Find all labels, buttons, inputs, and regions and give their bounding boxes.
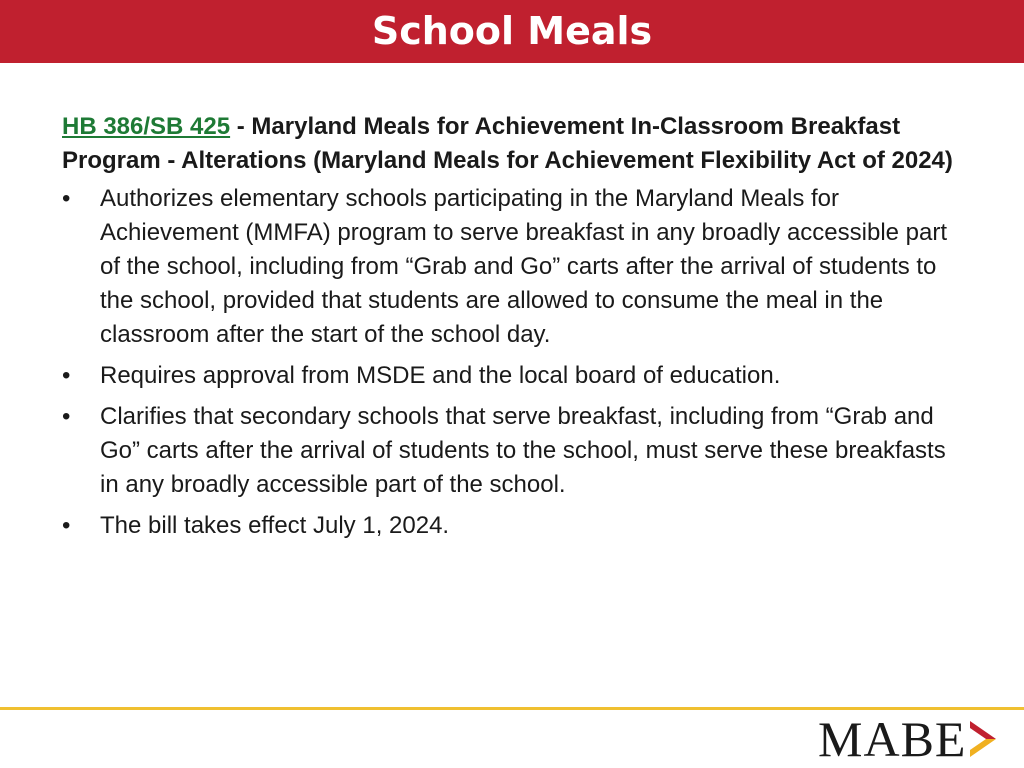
slide-content bbox=[62, 110, 962, 550]
bullet-text: Clarifies that secondary schools that serve breakfast, including from “Grab and Go” carts after the arrival of students to the school, must serve these breakfasts in any broadly accessible part of the school. bbox=[100, 403, 946, 498]
bullet-icon: • bbox=[62, 185, 71, 212]
list-item bbox=[62, 359, 962, 393]
bullet-text: Requires approval from MSDE and the local board of education. bbox=[100, 362, 781, 389]
bill-heading bbox=[62, 110, 962, 178]
bullet-icon: • bbox=[62, 362, 71, 389]
logo-arrow-icon bbox=[968, 719, 998, 759]
list-item bbox=[62, 182, 962, 352]
bullet-text: The bill takes effect July 1, 2024. bbox=[100, 512, 450, 539]
bill-title: - Maryland Meals for Achievement In-Classroom Breakfast Program - Alterations (Maryland Meals for Achievement Flexibility Act of 2024) bbox=[62, 113, 953, 174]
mabe-logo bbox=[818, 712, 998, 766]
bullet-text: Authorizes elementary schools participating in the Maryland Meals for Achievement (MMFA) program to serve breakfast in any broadly accessible part of the school, including from “Grab and Go” carts after the arrival of students to the school, provided that students are allowed to consume the meal in the classroom after the start of the school day. bbox=[100, 185, 948, 348]
logo-arrow-red bbox=[970, 721, 996, 739]
list-item bbox=[62, 509, 962, 543]
bill-link[interactable]: HB 386/SB 425 bbox=[62, 113, 231, 140]
bullet-list bbox=[62, 182, 962, 543]
bullet-icon: • bbox=[62, 403, 71, 430]
logo-arrow-gold bbox=[970, 739, 996, 757]
list-item bbox=[62, 400, 962, 502]
bullet-icon: • bbox=[62, 512, 71, 539]
logo-text: MABE bbox=[818, 711, 967, 767]
page-title: School Meals bbox=[371, 9, 653, 53]
title-bar bbox=[0, 0, 1024, 63]
footer-divider bbox=[0, 707, 1024, 710]
